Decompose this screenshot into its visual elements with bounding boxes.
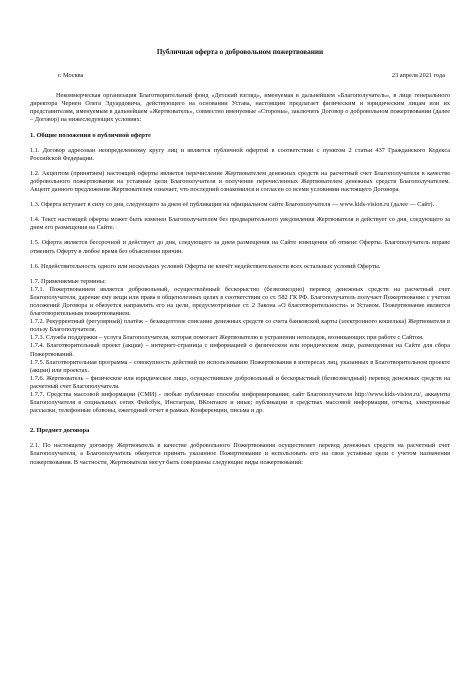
clause-1-1: 1.1. Договор адресован неопределенному кругу лиц и является публичной офертой в соответствии с пунктом 2 статьи 437 Гражданского Кодекса Российской Федерации. bbox=[30, 146, 450, 162]
clause-1-3: 1.3. Оферта вступает в силу со дня, следующего за днем её публикации на официальном сайте Благополучателя — www.kids-vision.ru (далее — Сайт). bbox=[30, 201, 435, 209]
clause-1-7-4: 1.7.4. Благотворительный проект (акция) – интернет-страница с информацией о физическом или юридическом лице, размещенная на Сайте для сбора Пожертвований. bbox=[30, 342, 450, 358]
section-2-heading: 2. Предмет договора bbox=[30, 427, 90, 435]
clause-1-7-3: 1.7.3. Служба поддержки – услуга Благополучателя, которая помогает Жертвователю в устранении неполадок, возникающих при работе с Сайтом. bbox=[30, 334, 424, 342]
clause-1-7-7: 1.7.7. Средства массовой информации (СМИ) - любые публичные способы информирования; сайт Благополучателя http://www.kids-vision.ru/, аккаунты Благополучателя в социальных сетях Фейсбук, Инстаграм, ВКонтакте и иные; публикации в средствах массовой информации, отчеты, электронные рассылки, телефонные обзвоны, ежегодный отчет в рамках Конференции, письма и др. bbox=[30, 391, 450, 415]
clause-1-6: 1.6. Недействительность одного или нескольких условий Оферты не влечёт недействительности всех остальных условий Оферты. bbox=[30, 262, 381, 270]
clause-1-5: 1.5. Оферта является бессрочной и действует до дня, следующего за днем размещения на Сайте извещения об отмене Оферты. Благополучатель вправе отменить Оферту в любое время без объяснения причин. bbox=[30, 239, 450, 255]
clause-2-1: 2.1. По настоящему договору Жертвователь в качестве добровольного Пожертвования осуществляет перевод денежных средств на расчетный счет Благополучателя, а Благополучатель обязуется принять указанное Пожертвование и использовать его на свои уставные цели с учетом назначения пожертвования. В частности, Жертвователи могут быть совершены следующие виды пожертвований: bbox=[30, 442, 450, 466]
clause-1-7-1: 1.7.1. Пожертвованием является добровольный, осуществлённый бескорыстно (безвозмездно) перевод денежных средств на расчетный счет Благополучателя, дарение ему вещи или права в общеполезных целях в соответствии со ст. 582 ГК РФ. Благополучатель получает Пожертвование с учетом положений Договора и обязуется направлять его на цели, предусмотренные ст. 2 Закона «О благотворительности» и Уставом. Пожертвование является благотворительным пожертвованием. bbox=[30, 285, 450, 318]
clause-1-7-5: 1.7.5. Благотворительная программа – совокупность действий по использованию Пожертвования в интересах лиц, указанных в Благотворительном проекте (акции) или проектах. bbox=[30, 358, 450, 374]
section-1-heading: 1. Общие положения о публичной оферте bbox=[30, 131, 151, 139]
clause-1-7-6: 1.7.6. Жертвователь – физическое или юридическое лицо, осуществившее добровольный и бескорыстный (безвозмездный) перевод денежных средств на расчетный счет Благополучателя. bbox=[30, 374, 450, 390]
date: 23 апреля 2021 года bbox=[391, 72, 445, 80]
terms-block bbox=[30, 278, 450, 416]
clause-1-7: 1.7. Применяемые термины: bbox=[30, 277, 106, 285]
place-date-line bbox=[58, 72, 445, 80]
clause-1-4: 1.4. Текст настоящей оферты может быть изменен Благополучателем без предварительного уведомления Жертвователя и действует со дня, следующего за днем его размещения на Сайте. bbox=[30, 216, 450, 232]
document-title: Публичная оферта о добровольном пожертвовании bbox=[156, 48, 324, 56]
clause-1-2: 1.2. Акцептом (принятием) настоящей оферты является перечисление Жертвователем денежных средств на расчетный счет Благополучателя в качестве добровольного пожертвования на уставные цели Благополучателя и получение перечисленных Жертвователем денежных средств Благополучателем. Акцепт данного предложения Жертвователем означает, что последний ознакомился и согласен со всеми условиями настоящего Договора. bbox=[30, 169, 450, 194]
preamble: Некоммерческая организация Благотворительный фонд «Детский взгляд», именуемая в дальнейшем «Благополучатель», в лице генерального директора Чернен Олега Эдуардовича, действующего на основании Устава, настоящим предлагает физическим и юридическим лицам или их представителям, именуемым в дальнейшем «Жертвователь», совместно именуемые «Стороны», заключить Договор о добровольном пожертвовании (далее – Договор) на нижеследующих условиях: bbox=[30, 92, 450, 124]
place: г. Москва bbox=[58, 72, 84, 80]
clause-1-7-2: 1.7.2. Рекуррентный (регулярный) платёж – безакцептное списание денежных средств со счета банковской карты (электронного кошелька) Жертвователя в пользу Благополучателя. bbox=[30, 318, 450, 334]
